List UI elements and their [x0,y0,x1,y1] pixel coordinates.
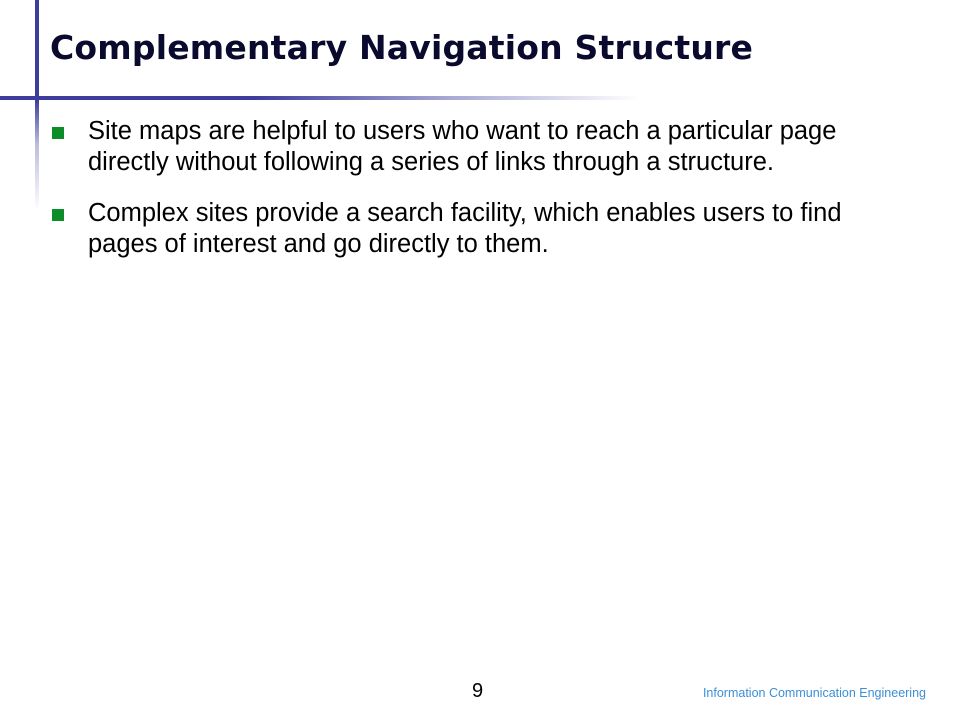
page-number: 9 [472,680,484,702]
horizontal-accent-line [0,96,640,100]
vertical-accent-line [35,0,39,100]
bullet-text: Complex sites provide a search facility, which enables users to find pages of interest and go directly to them. [88,199,842,258]
square-bullet-icon [52,127,64,139]
footer-label: Information Communication Engineering [702,686,926,700]
square-bullet-icon [52,209,64,221]
bullet-text: Site maps are helpful to users who want to reach a particular page directly without following a series of links through a structure. [88,117,837,176]
slide-title: Complementary Navigation Structure [50,28,754,67]
vertical-accent-line-fade [35,100,39,210]
bullet-item [52,198,902,260]
bullet-item [52,116,902,178]
bullet-list [52,116,902,280]
